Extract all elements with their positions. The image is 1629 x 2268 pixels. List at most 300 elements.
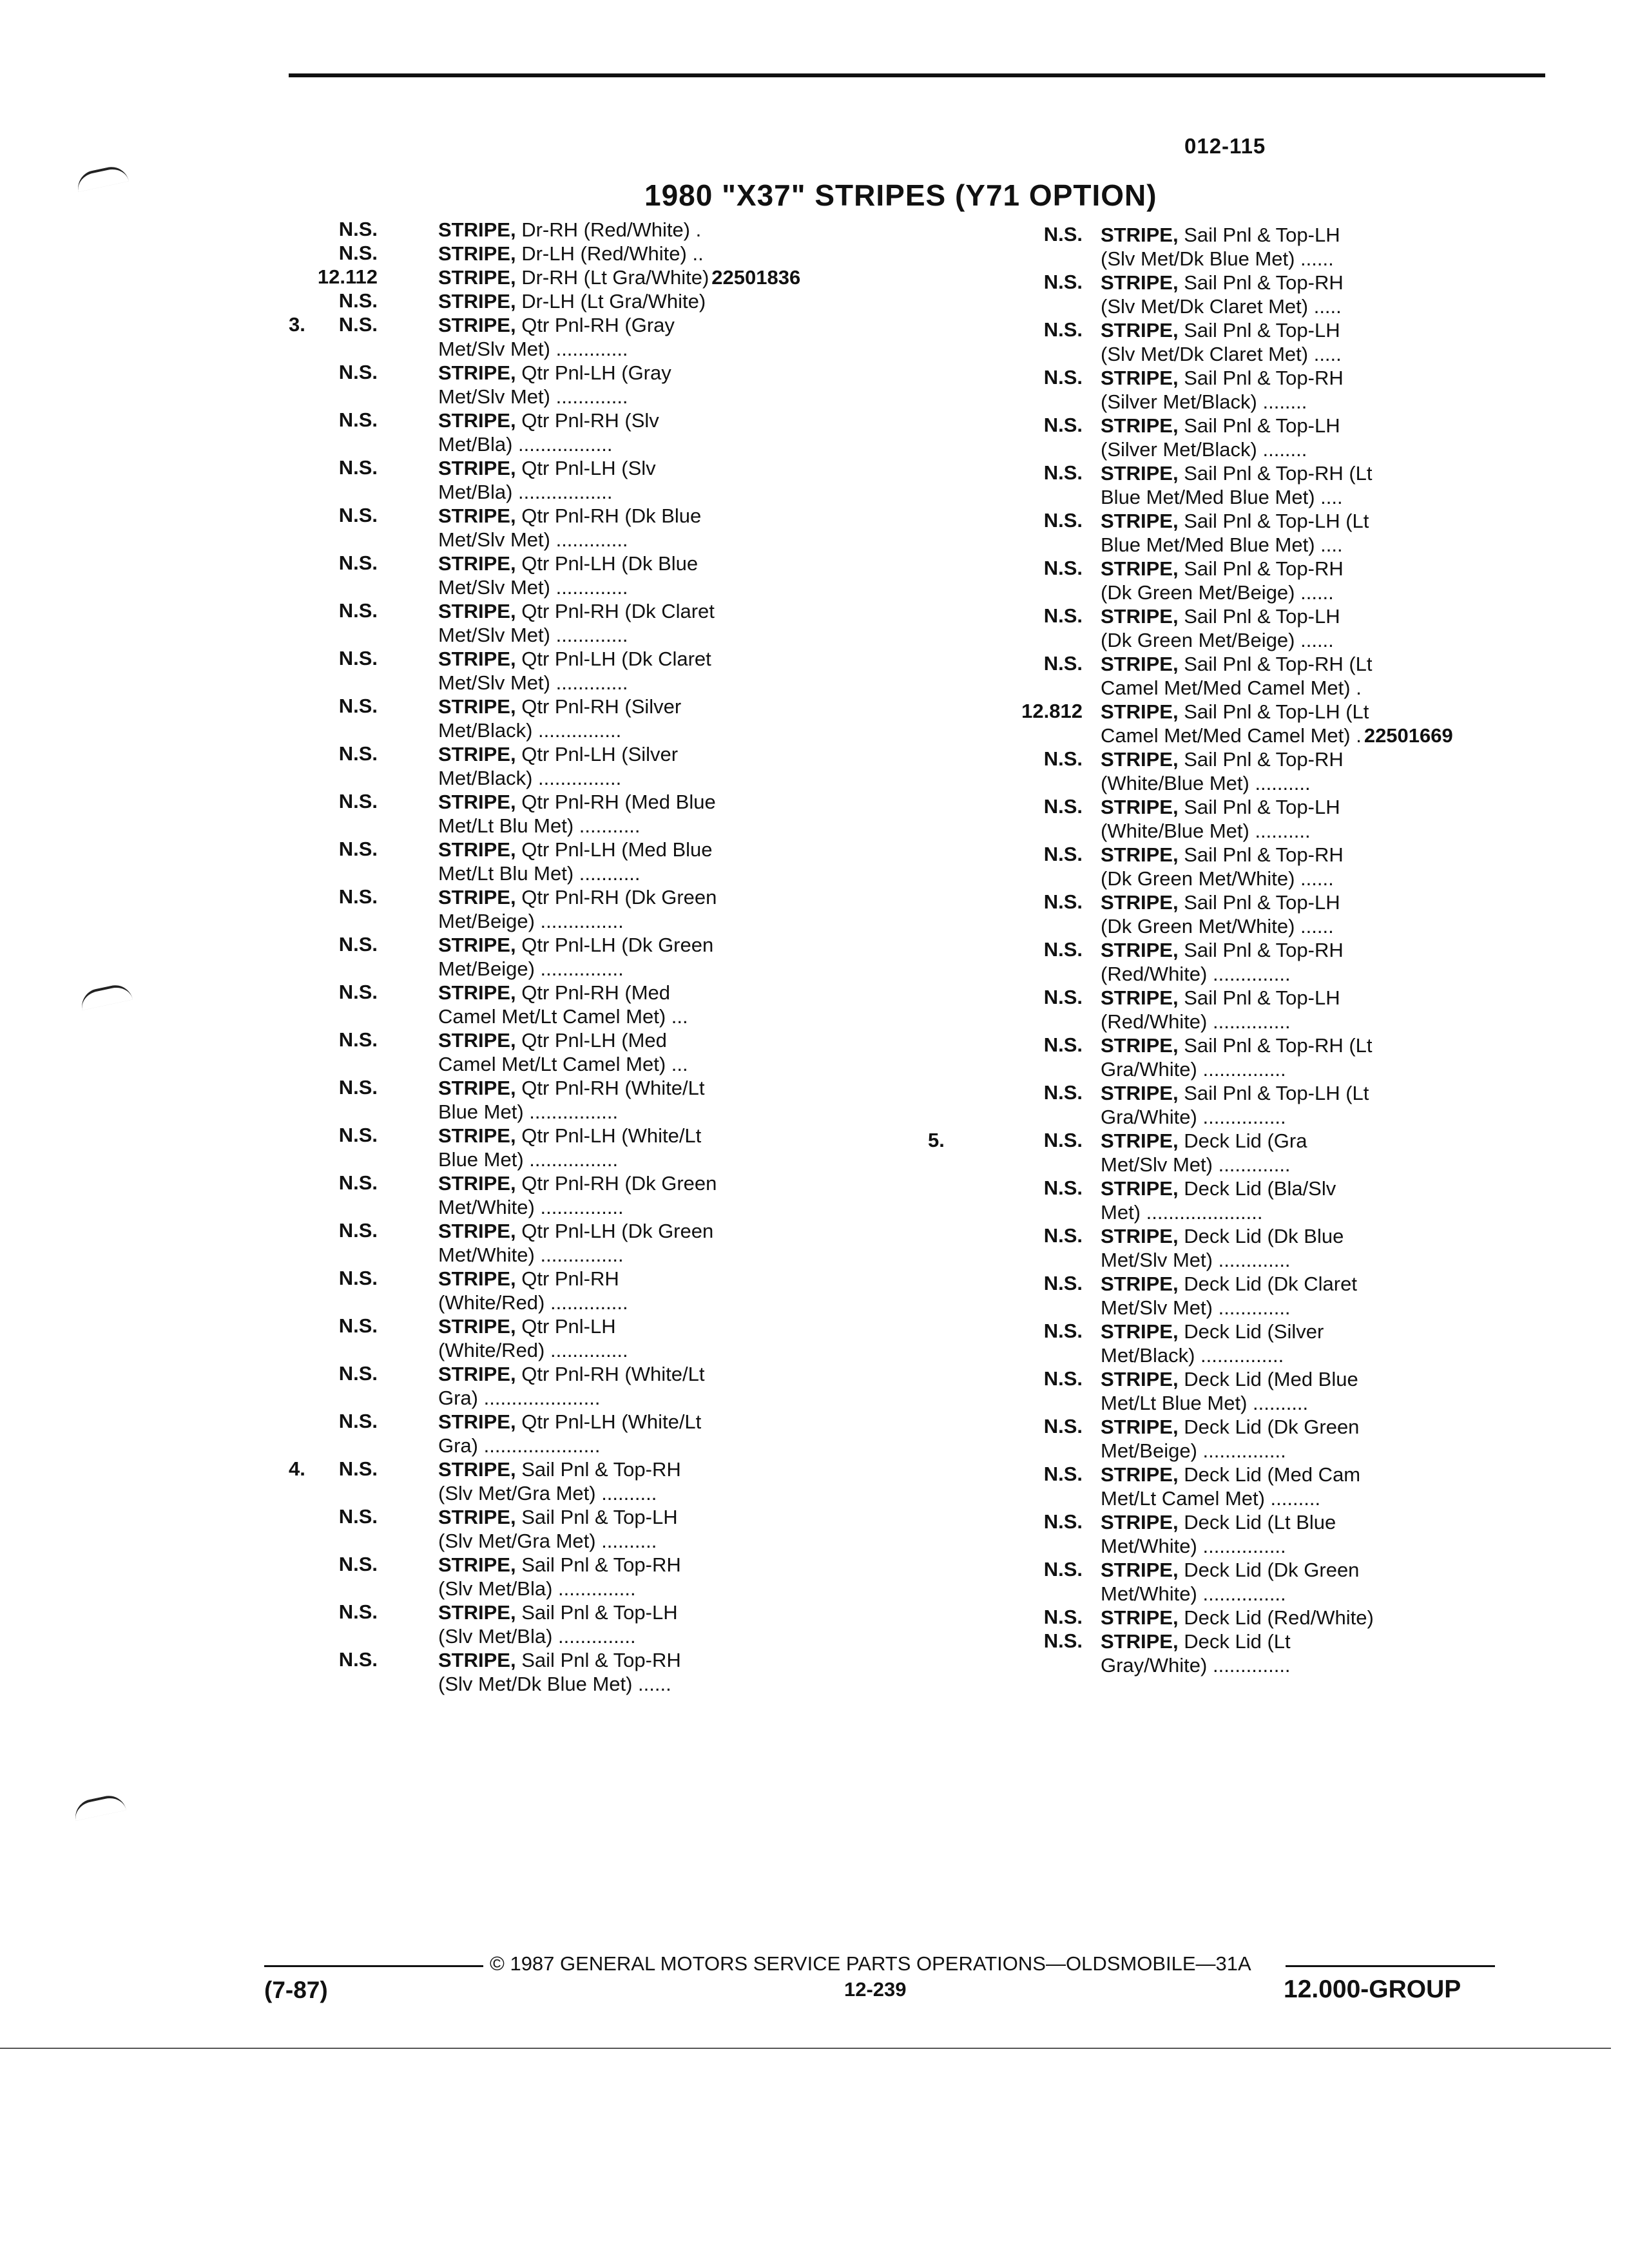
- description-line: [438, 1362, 901, 1386]
- description-text: Met/Black) ...............: [438, 719, 622, 742]
- part-entry: [928, 557, 1572, 604]
- description-line: [1101, 1033, 1572, 1057]
- part-description: [438, 1267, 901, 1314]
- part-entry: [928, 414, 1572, 461]
- description-line: [1101, 652, 1572, 676]
- part-catalog-number: N.S.: [1043, 986, 1083, 1008]
- description-line: [438, 1243, 901, 1267]
- description-line: [1101, 795, 1572, 819]
- part-entry: [928, 271, 1572, 318]
- description-text: Qtr Pnl-LH (Dk Green: [521, 934, 714, 956]
- item-name: STRIPE,: [438, 1458, 516, 1481]
- description-line: [1101, 437, 1572, 461]
- description-text: Sail Pnl & Top-LH: [1184, 605, 1340, 628]
- part-description: [438, 504, 901, 552]
- binder-hole-mark: [72, 1792, 126, 1821]
- description-text: Dr-RH (Lt Gra/White): [521, 266, 709, 289]
- part-catalog-number: N.S.: [1043, 1558, 1083, 1581]
- item-name: STRIPE,: [1101, 1034, 1179, 1057]
- part-entry: [289, 1124, 901, 1171]
- part-description: [1101, 1415, 1572, 1463]
- part-entry: [289, 1648, 901, 1696]
- part-catalog-number: N.S.: [338, 1362, 378, 1385]
- part-catalog-number: N.S.: [1043, 557, 1083, 579]
- description-line: [438, 1148, 901, 1171]
- description-text: (Slv Met/Bla) ..............: [438, 1625, 636, 1648]
- illustration-ref: 3.: [289, 313, 305, 336]
- part-entry: [928, 223, 1572, 271]
- description-line: [438, 528, 901, 552]
- item-name: STRIPE,: [1101, 1368, 1179, 1390]
- description-line: [1101, 1320, 1572, 1343]
- part-catalog-number: N.S.: [338, 218, 378, 240]
- description-text: Gra) .....................: [438, 1387, 601, 1409]
- part-catalog-number: N.S.: [338, 885, 378, 908]
- description-text: Sail Pnl & Top-RH: [521, 1458, 681, 1481]
- part-description: [1101, 1367, 1572, 1415]
- part-description: [1101, 1606, 1572, 1629]
- item-name: STRIPE,: [1101, 462, 1179, 485]
- part-catalog-number: 12.812: [1021, 700, 1083, 722]
- description-line: [1101, 986, 1572, 1010]
- item-name: STRIPE,: [438, 218, 516, 241]
- description-text: Sail Pnl & Top-RH (Lt: [1184, 653, 1373, 675]
- description-text: Sail Pnl & Top-LH (Lt: [1184, 510, 1369, 532]
- description-text: (Slv Met/Dk Claret Met) .....: [1101, 295, 1342, 318]
- description-line: [438, 289, 901, 313]
- description-line: [1101, 1629, 1572, 1653]
- item-name: STRIPE,: [438, 361, 516, 384]
- description-text: Qtr Pnl-RH (Dk Green: [521, 1172, 717, 1195]
- description-line: [1101, 1200, 1572, 1224]
- description-line: [438, 885, 901, 909]
- description-line: [1101, 247, 1572, 271]
- description-line: [438, 742, 901, 766]
- part-catalog-number: N.S.: [1043, 1629, 1083, 1652]
- description-text: Blue Met) ................: [438, 1100, 619, 1123]
- part-entry: [928, 461, 1572, 509]
- description-line: [438, 1267, 901, 1291]
- part-description: [1101, 1081, 1572, 1129]
- part-description: [438, 742, 901, 790]
- part-entry: [289, 265, 901, 289]
- item-name: STRIPE,: [438, 600, 516, 622]
- description-line: [1101, 938, 1572, 962]
- item-name: STRIPE,: [438, 1172, 516, 1195]
- description-text: Camel Met/Lt Camel Met) ...: [438, 1005, 688, 1028]
- description-line: [1101, 1653, 1572, 1677]
- description-line: [1101, 962, 1572, 986]
- part-description: [438, 1410, 901, 1457]
- part-catalog-number: N.S.: [1043, 1177, 1083, 1199]
- part-catalog-number: N.S.: [1043, 1510, 1083, 1533]
- description-text: Sail Pnl & Top-RH: [521, 1649, 681, 1671]
- description-line: [1101, 1463, 1572, 1486]
- part-entry: [289, 242, 901, 265]
- part-entry: [928, 1606, 1572, 1629]
- description-text: Deck Lid (Med Blue: [1184, 1368, 1358, 1390]
- part-description: [1101, 700, 1572, 747]
- item-name: STRIPE,: [1101, 700, 1179, 723]
- description-text: Blue Met) ................: [438, 1148, 619, 1171]
- item-name: STRIPE,: [438, 743, 516, 765]
- item-name: STRIPE,: [1101, 1273, 1179, 1295]
- part-description: [438, 1648, 901, 1696]
- part-catalog-number: N.S.: [1043, 795, 1083, 818]
- description-text: Met/White) ...............: [1101, 1582, 1286, 1605]
- description-line: [1101, 819, 1572, 843]
- item-name: STRIPE,: [1101, 843, 1179, 866]
- description-line: [1101, 1486, 1572, 1510]
- part-entry: [289, 933, 901, 981]
- description-text: Met/Slv Met) .............: [438, 624, 628, 646]
- part-entry: [289, 408, 901, 456]
- description-line: [1101, 1439, 1572, 1463]
- part-description: [438, 218, 901, 242]
- description-line: [438, 1410, 901, 1434]
- description-line: [1101, 843, 1572, 867]
- description-line: [438, 218, 901, 242]
- part-description: [1101, 1129, 1572, 1177]
- item-name: STRIPE,: [1101, 1630, 1179, 1653]
- part-catalog-number: N.S.: [338, 599, 378, 622]
- part-entry: [289, 1028, 901, 1076]
- part-catalog-number: N.S.: [338, 790, 378, 812]
- description-line: [1101, 1296, 1572, 1320]
- item-name: STRIPE,: [438, 1601, 516, 1624]
- part-description: [438, 242, 901, 265]
- description-text: Met/Bla) .................: [438, 481, 613, 503]
- description-text: Deck Lid (Red/White): [1184, 1606, 1374, 1629]
- part-description: [1101, 318, 1572, 366]
- illustration-ref: 4.: [289, 1457, 305, 1480]
- description-line: [1101, 366, 1572, 390]
- description-line: [438, 623, 901, 647]
- description-line: [1101, 867, 1572, 890]
- part-description: [438, 265, 901, 289]
- part-description: [438, 289, 901, 313]
- part-description: [1101, 986, 1572, 1033]
- item-name: STRIPE,: [1101, 1463, 1179, 1486]
- part-entry: [289, 1314, 901, 1362]
- description-text: Met/Lt Blu Met) ...........: [438, 814, 641, 837]
- description-line: [1101, 676, 1572, 700]
- part-description: [438, 790, 901, 838]
- part-catalog-number: N.S.: [338, 1553, 378, 1575]
- description-line: [438, 1219, 901, 1243]
- part-catalog-number: N.S.: [338, 981, 378, 1003]
- description-text: (Red/White) ..............: [1101, 963, 1291, 985]
- part-entry: [928, 509, 1572, 557]
- part-entry: [928, 1320, 1572, 1367]
- description-text: (White/Blue Met) ..........: [1101, 772, 1311, 794]
- footer-rule-left: [264, 1965, 483, 1967]
- description-line: [1101, 1248, 1572, 1272]
- description-text: Qtr Pnl-RH (Dk Blue: [521, 505, 702, 527]
- description-line: [438, 313, 901, 337]
- description-line: [438, 1004, 901, 1028]
- description-line: [438, 1577, 901, 1600]
- description-line: [438, 933, 901, 957]
- part-description: [1101, 938, 1572, 986]
- part-catalog-number: N.S.: [338, 1124, 378, 1146]
- part-description: [438, 552, 901, 599]
- description-text: Deck Lid (Silver: [1184, 1320, 1324, 1343]
- description-text: Met/Slv Met) .............: [438, 576, 628, 599]
- item-name: STRIPE,: [438, 1315, 516, 1338]
- item-name: STRIPE,: [438, 505, 516, 527]
- part-description: [438, 1553, 901, 1600]
- description-text: Deck Lid (Bla/Slv: [1184, 1177, 1336, 1200]
- description-text: Camel Met/Med Camel Met) .: [1101, 677, 1362, 699]
- part-catalog-number: N.S.: [1043, 938, 1083, 961]
- item-name: STRIPE,: [438, 1077, 516, 1099]
- description-text: Deck Lid (Dk Green: [1184, 1416, 1360, 1438]
- description-line: [1101, 724, 1572, 747]
- description-text: Qtr Pnl-LH (Silver: [521, 743, 679, 765]
- item-name: STRIPE,: [1101, 1511, 1179, 1533]
- description-text: Met/Bla) .................: [438, 433, 613, 456]
- part-entry: [928, 1033, 1572, 1081]
- description-line: [438, 1052, 901, 1076]
- item-name: STRIPE,: [1101, 271, 1179, 294]
- part-entry: [928, 938, 1572, 986]
- item-name: STRIPE,: [1101, 510, 1179, 532]
- part-entry: [289, 1076, 901, 1124]
- description-line: [1101, 1343, 1572, 1367]
- item-name: STRIPE,: [1101, 891, 1179, 914]
- description-text: Sail Pnl & Top-LH: [521, 1506, 678, 1528]
- part-description: [438, 361, 901, 408]
- part-catalog-number: N.S.: [1043, 652, 1083, 675]
- description-line: [438, 432, 901, 456]
- part-entry: [928, 1367, 1572, 1415]
- part-description: [1101, 1510, 1572, 1558]
- item-name: STRIPE,: [438, 886, 516, 908]
- part-catalog-number: N.S.: [338, 1076, 378, 1099]
- description-line: [438, 766, 901, 790]
- description-text: Sail Pnl & Top-RH: [521, 1553, 681, 1576]
- part-entry: [289, 790, 901, 838]
- part-catalog-number: N.S.: [338, 313, 378, 336]
- part-entry: [289, 218, 901, 242]
- part-description: [438, 1314, 901, 1362]
- description-text: Sail Pnl & Top-RH: [1184, 939, 1344, 961]
- part-entry: [289, 838, 901, 885]
- part-description: [1101, 1177, 1572, 1224]
- description-line: [438, 337, 901, 361]
- description-line: [1101, 1415, 1572, 1439]
- bottom-rule: [0, 2048, 1611, 2049]
- description-line: [438, 1457, 901, 1481]
- description-line: [1101, 1510, 1572, 1534]
- description-line: [1101, 533, 1572, 557]
- item-name: STRIPE,: [438, 266, 516, 289]
- part-description: [1101, 1463, 1572, 1510]
- part-entry: [289, 361, 901, 408]
- part-entry: [289, 647, 901, 695]
- part-description: [1101, 414, 1572, 461]
- description-text: Sail Pnl & Top-RH: [1184, 843, 1344, 866]
- part-catalog-number: N.S.: [1043, 747, 1083, 770]
- description-text: Met/Slv Met) .............: [1101, 1249, 1291, 1271]
- description-line: [1101, 485, 1572, 509]
- description-text: Qtr Pnl-RH (White/Lt: [521, 1077, 705, 1099]
- description-text: Met/Slv Met) .............: [1101, 1296, 1291, 1319]
- description-text: Qtr Pnl-RH (Dk Claret: [521, 600, 715, 622]
- part-catalog-number: N.S.: [1043, 1367, 1083, 1390]
- part-description: [438, 1124, 901, 1171]
- part-description: [1101, 890, 1572, 938]
- item-name: STRIPE,: [1101, 414, 1179, 437]
- part-catalog-number: N.S.: [338, 933, 378, 956]
- part-catalog-number: N.S.: [338, 647, 378, 669]
- part-description: [438, 1171, 901, 1219]
- description-text: Qtr Pnl-LH (Dk Claret: [521, 648, 711, 670]
- part-description: [1101, 461, 1572, 509]
- part-catalog-number: N.S.: [1043, 1081, 1083, 1104]
- part-description: [1101, 1272, 1572, 1320]
- description-line: [1101, 1177, 1572, 1200]
- part-entry: [928, 318, 1572, 366]
- part-catalog-number: N.S.: [1043, 1320, 1083, 1342]
- part-entry: [289, 885, 901, 933]
- description-text: Sail Pnl & Top-LH: [1184, 891, 1340, 914]
- part-catalog-number: N.S.: [1043, 1415, 1083, 1437]
- part-catalog-number: N.S.: [338, 695, 378, 717]
- part-catalog-number: N.S.: [1043, 604, 1083, 627]
- part-catalog-number: N.S.: [338, 1505, 378, 1528]
- description-text: Dr-RH (Red/White) .: [521, 218, 702, 241]
- description-text: (Slv Met/Bla) ..............: [438, 1577, 636, 1600]
- description-line: [1101, 914, 1572, 938]
- description-text: Sail Pnl & Top-RH (Lt: [1184, 462, 1373, 485]
- description-text: Gra/White) ...............: [1101, 1058, 1286, 1081]
- description-text: Dr-LH (Red/White) ..: [521, 242, 704, 265]
- description-line: [438, 1505, 901, 1529]
- binder-hole-mark: [75, 164, 129, 192]
- description-line: [438, 981, 901, 1004]
- description-text: (Slv Met/Dk Blue Met) ......: [438, 1673, 671, 1695]
- description-text: Met/Beige) ...............: [438, 957, 624, 980]
- part-catalog-number: N.S.: [338, 1171, 378, 1194]
- part-catalog-number: N.S.: [1043, 366, 1083, 389]
- description-text: Met/White) ...............: [438, 1244, 624, 1266]
- description-line: [1101, 581, 1572, 604]
- part-description: [1101, 795, 1572, 843]
- part-entry: [928, 1415, 1572, 1463]
- description-text: Met/Black) ...............: [438, 767, 622, 789]
- part-description: [438, 981, 901, 1028]
- description-line: [1101, 1391, 1572, 1415]
- part-entry: [289, 289, 901, 313]
- part-catalog-number: N.S.: [1043, 223, 1083, 245]
- part-catalog-number: N.S.: [1043, 509, 1083, 532]
- description-line: [438, 408, 901, 432]
- part-description: [1101, 223, 1572, 271]
- part-description: [438, 1219, 901, 1267]
- item-name: STRIPE,: [1101, 1416, 1179, 1438]
- part-catalog-number: 12.112: [317, 265, 378, 288]
- item-name: STRIPE,: [1101, 1129, 1179, 1152]
- description-line: [1101, 1272, 1572, 1296]
- part-entry: [928, 1510, 1572, 1558]
- part-catalog-number: N.S.: [1043, 890, 1083, 913]
- parts-list-right: [928, 223, 1572, 1677]
- item-name: STRIPE,: [438, 981, 516, 1004]
- description-text: Qtr Pnl-LH (Gray: [521, 361, 671, 384]
- part-description: [438, 1457, 901, 1505]
- part-description: [438, 1600, 901, 1648]
- description-line: [1101, 1129, 1572, 1153]
- part-entry: [289, 1505, 901, 1553]
- description-text: (Silver Met/Black) ........: [1101, 390, 1307, 413]
- description-text: Gra/White) ...............: [1101, 1106, 1286, 1128]
- item-name: STRIPE,: [438, 1267, 516, 1290]
- part-description: [1101, 652, 1572, 700]
- description-line: [1101, 509, 1572, 533]
- description-line: [1101, 1081, 1572, 1105]
- part-entry: [928, 747, 1572, 795]
- description-text: Sail Pnl & Top-LH: [1184, 319, 1340, 341]
- description-text: Deck Lid (Lt Blue: [1184, 1511, 1336, 1533]
- part-entry: [289, 1362, 901, 1410]
- description-line: [438, 1291, 901, 1314]
- part-number: 22501836: [711, 266, 801, 289]
- item-name: STRIPE,: [1101, 557, 1179, 580]
- description-text: Blue Met/Med Blue Met) ....: [1101, 533, 1343, 556]
- part-entry: [928, 700, 1572, 747]
- description-text: Deck Lid (Med Cam: [1184, 1463, 1361, 1486]
- description-line: [1101, 1010, 1572, 1033]
- part-entry: [928, 652, 1572, 700]
- part-catalog-number: N.S.: [1043, 271, 1083, 293]
- item-name: STRIPE,: [1101, 319, 1179, 341]
- description-text: (Dk Green Met/Beige) ......: [1101, 629, 1334, 651]
- description-line: [438, 861, 901, 885]
- description-text: Gray/White) ..............: [1101, 1654, 1291, 1677]
- part-description: [438, 838, 901, 885]
- part-description: [1101, 1224, 1572, 1272]
- item-name: STRIPE,: [1101, 224, 1179, 246]
- part-catalog-number: N.S.: [338, 504, 378, 526]
- page-title: 1980 "X37" STRIPES (Y71 OPTION): [644, 178, 1157, 212]
- description-text: Qtr Pnl-LH (Dk Blue: [521, 552, 699, 575]
- part-description: [1101, 509, 1572, 557]
- description-text: Sail Pnl & Top-RH: [1184, 271, 1344, 294]
- item-name: STRIPE,: [1101, 1320, 1179, 1343]
- part-entry: [289, 599, 901, 647]
- page-number: 12-239: [844, 1978, 907, 2001]
- description-line: [438, 838, 901, 861]
- part-catalog-number: N.S.: [338, 1267, 378, 1289]
- description-line: [438, 456, 901, 480]
- part-description: [438, 885, 901, 933]
- description-text: Met/Beige) ...............: [438, 910, 624, 932]
- description-line: [438, 1171, 901, 1195]
- description-line: [438, 647, 901, 671]
- illustration-ref: 5.: [928, 1129, 945, 1151]
- description-text: Qtr Pnl-RH (Dk Green: [521, 886, 717, 908]
- part-catalog-number: N.S.: [338, 742, 378, 765]
- description-text: Qtr Pnl-LH (Med: [521, 1029, 667, 1052]
- description-line: [438, 1672, 901, 1696]
- description-line: [438, 790, 901, 814]
- part-entry: [928, 1558, 1572, 1606]
- part-catalog-number: N.S.: [338, 408, 378, 431]
- part-catalog-number: N.S.: [1043, 1129, 1083, 1151]
- description-text: Deck Lid (Dk Green: [1184, 1559, 1360, 1581]
